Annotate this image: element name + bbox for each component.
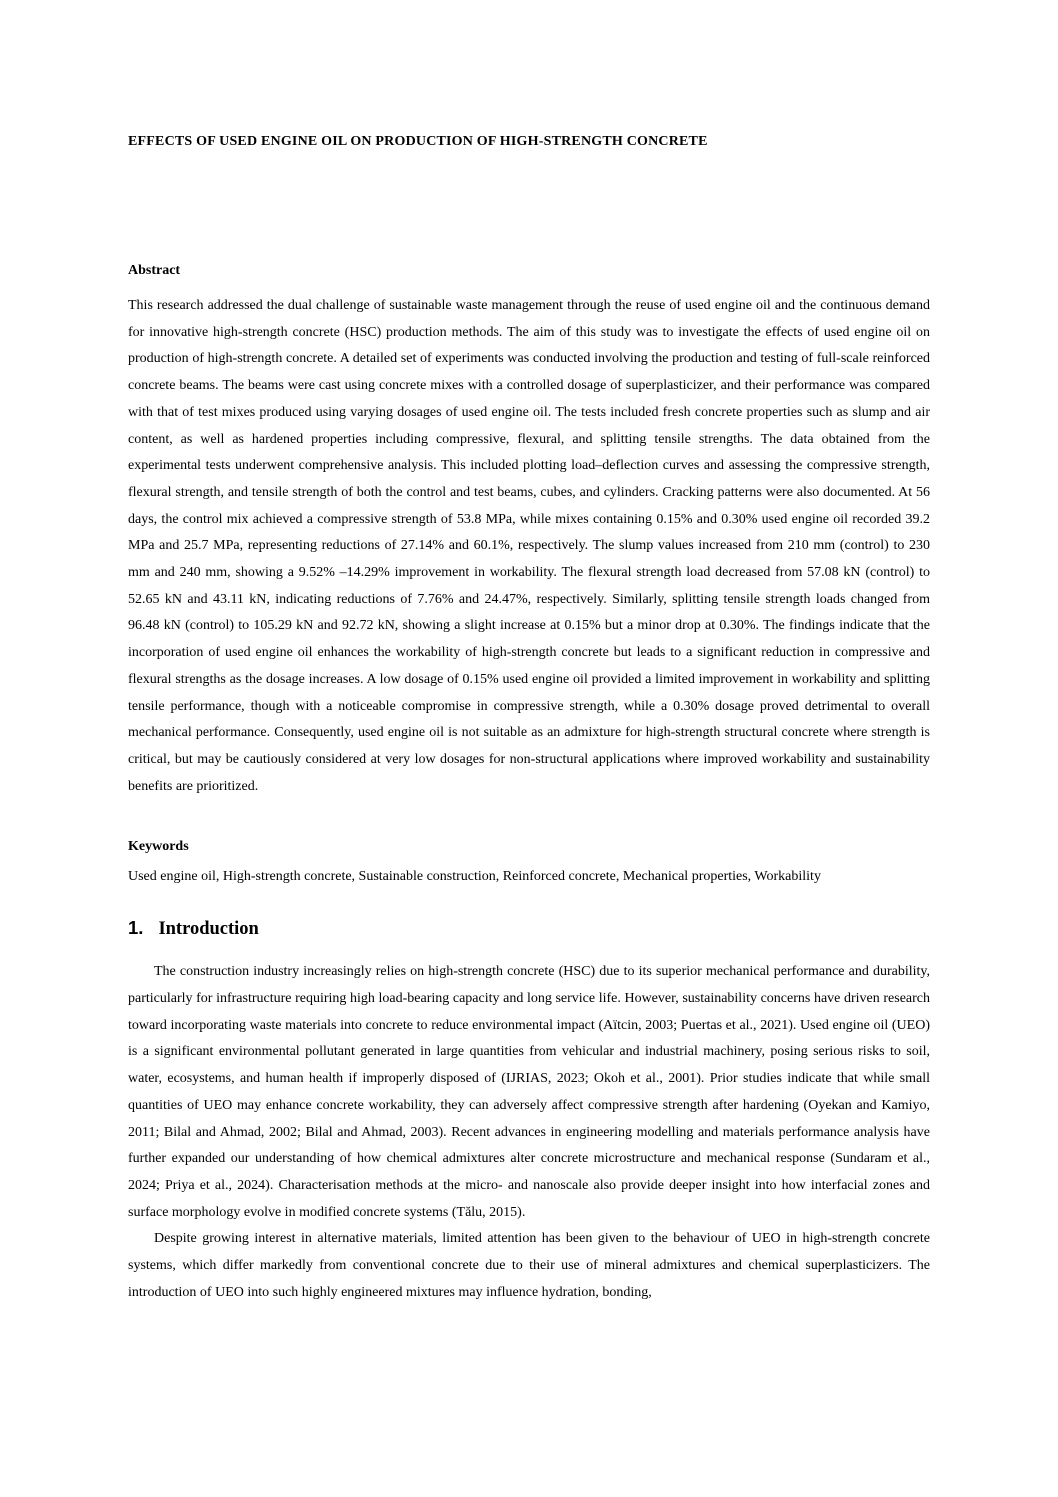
keywords-section xyxy=(128,838,930,886)
paper-title: EFFECTS OF USED ENGINE OIL ON PRODUCTION OF HIGH-STRENGTH CONCRETE xyxy=(128,134,708,149)
introduction-paragraph: Despite growing interest in alternative materials, limited attention has been given to the behaviour of UEO in high-strength concrete systems, which differ markedly from conventional concrete due to their use of mineral admixtures and chemical superplasticizers. The introduction of UEO into such highly engineered mixtures may influence hydration, bonding, xyxy=(128,1231,930,1300)
introduction-heading-label: Introduction xyxy=(158,919,259,940)
introduction-section xyxy=(128,916,930,1306)
keywords-heading: Keywords xyxy=(128,839,189,855)
abstract-heading: Abstract xyxy=(128,263,181,278)
introduction-heading-number: 1. xyxy=(128,917,144,939)
abstract-section xyxy=(128,262,930,800)
abstract-text: This research addressed the dual challenge of sustainable waste management through the reuse of used engine oil and the continuous demand for innovative high-strength concrete (HSC) production methods. The aim of this study was to investigate the effects of used engine oil on production of high-strength concrete. A detailed set of experiments was conducted involving the production and testing of full-scale reinforced concrete beams. The beams were cast using concrete mixes with a controlled dosage of superplasticizer, and their performance was compared with that of test mixes produced using varying dosages of used engine oil. The tests included fresh concrete properties such as slump and air content, as well as hardened properties including compressive, flexural, and splitting tensile strengths. The data obtained from the experimental tests underwent comprehensive analysis. This included plotting load–deflection curves and assessing the compressive strength, flexural strength, and tensile strength of both the control and test beams, cubes, and cylinders. Cracking patterns were also documented. At 56 days, the control mix achieved a compressive strength of 53.8 MPa, while mixes containing 0.15% and 0.30% used engine oil recorded 39.2 MPa and 25.7 MPa, representing reductions of 27.14% and 60.1%, respectively. The slump values increased from 210 mm (control) to 230 mm and 240 mm, showing a 9.52% –14.29% improvement in workability. The flexural strength load decreased from 57.08 kN (control) to 52.65 kN and 43.11 kN, indicating reductions of 7.76% and 24.47%, respectively. Similarly, splitting tensile strength loads changed from 96.48 kN (control) to 105.29 kN and 92.72 kN, showing a slight increase at 0.15% but a minor drop at 0.30%. The findings indicate that the incorporation of used engine oil enhances the workability of high-strength concrete but leads to a significant reduction in compressive and flexural strengths as the dosage increases. A low dosage of 0.15% used engine oil provided a limited improvement in workability and splitting tensile performance, though with a noticeable compromise in compressive strength, while a 0.30% dosage proved detrimental to overall mechanical performance. Consequently, used engine oil is not suitable as an admixture for high-strength structural concrete where strength is critical, but may be cautiously considered at very low dosages for non-structural applications where improved workability and sustainability benefits are prioritized. xyxy=(128,298,930,794)
introduction-paragraph: The construction industry increasingly relies on high-strength concrete (HSC) due to its superior mechanical performance and durability, particularly for infrastructure requiring high load-bearing capacity and long service life. However, sustainability concerns have driven research toward incorporating waste materials into concrete to reduce environmental impact (Aïtcin, 2003; Puertas et al., 2021). Used engine oil (UEO) is a significant environmental pollutant generated in large quantities from vehicular and industrial machinery, posing serious risks to soil, water, ecosystems, and human health if improperly disposed of (IJRIAS, 2023; Okoh et al., 2001). Prior studies indicate that while small quantities of UEO may enhance concrete workability, they can adversely affect compressive strength after hardening (Oyekan and Kamiyo, 2011; Bilal and Ahmad, 2002; Bilal and Ahmad, 2003). Recent advances in engineering modelling and materials performance analysis have further expanded our understanding of how chemical admixtures alter concrete microstructure and mechanical response (Sundaram et al., 2024; Priya et al., 2024). Characterisation methods at the micro- and nanoscale also provide deeper insight into how interfacial zones and surface morphology evolve in modified concrete systems (Tălu, 2015). xyxy=(128,964,930,1220)
introduction-heading xyxy=(128,916,930,941)
keywords-text: Used engine oil, High-strength concrete, Sustainable construction, Reinforced concrete, Mechanical properties, Workability xyxy=(128,869,821,885)
